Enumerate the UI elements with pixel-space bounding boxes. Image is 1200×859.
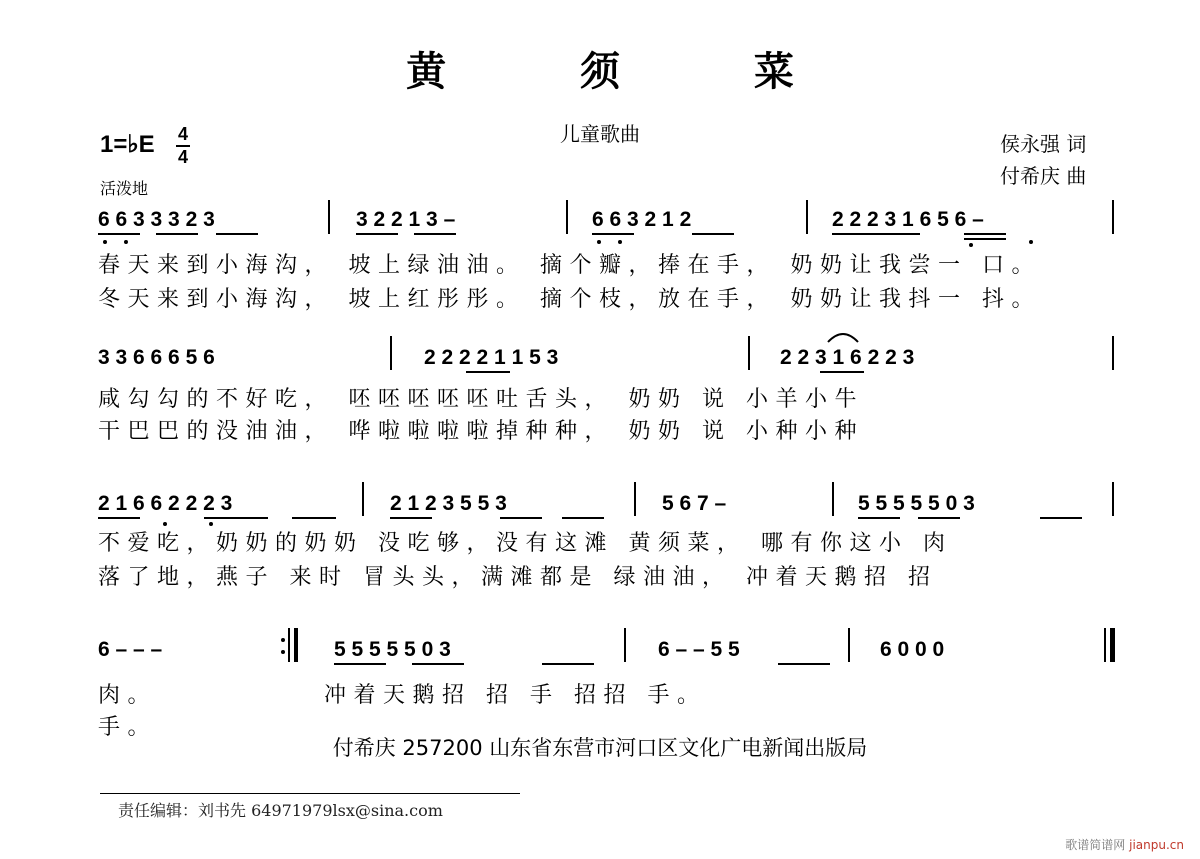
measure: 2 2 2 2 1 1 5 3 [424, 346, 559, 369]
beam [858, 517, 900, 519]
measure: 3 3 6 6 6 5 6 [98, 346, 215, 369]
measure: 2 1 2 3 5 5 3 [390, 492, 507, 515]
beam [216, 233, 258, 235]
lyric-verse-2: 手。 [98, 715, 158, 740]
barline [624, 628, 626, 662]
lyric-verse-2: 落了地，燕子 来时 冒头头，满滩都是 绿油油， 冲着天鹅招 招 [98, 565, 938, 590]
lyric-verse-1: 肉。 [98, 683, 158, 708]
measure: 6 – – – [98, 638, 163, 661]
repeat-dot [281, 650, 285, 654]
low-octave-dot [618, 240, 622, 244]
barline [634, 482, 636, 516]
slur-mark [826, 330, 860, 344]
publisher-line: 付希庆 257200 山东省东营市河口区文化广电新闻出版局 [332, 736, 868, 760]
beam [832, 233, 920, 235]
beam [592, 233, 634, 235]
beam [204, 517, 268, 519]
beam [820, 371, 864, 373]
lyric-verse-2: 干巴巴的没油油， 哗啦啦啦啦掉种种， 奶奶 说 小种小种 [98, 419, 864, 444]
barline [1112, 482, 1114, 516]
time-signature [176, 124, 190, 168]
beam [98, 517, 140, 519]
low-octave-dot [124, 240, 128, 244]
beam [542, 663, 594, 665]
measure: 2 2 2 3 1 6 5 6 – [832, 208, 984, 231]
lyric-verse-2: 冬天来到小海沟， 坡上红彤彤。 摘个枝，放在手， 奶奶让我抖一 抖。 [98, 287, 1041, 312]
beam [414, 233, 456, 235]
low-octave-dot [103, 240, 107, 244]
low-octave-dot [597, 240, 601, 244]
barline [566, 200, 568, 234]
low-octave-dot [969, 243, 973, 247]
beam [466, 371, 510, 373]
beam [412, 663, 464, 665]
barline [1112, 200, 1114, 234]
tempo-marking: 活泼地 [100, 179, 149, 198]
beam [156, 233, 198, 235]
barline [328, 200, 330, 234]
song-subtitle: 儿童歌曲 [560, 122, 640, 146]
lyric-verse-1-cont: 冲着天鹅招 招 手 招招 手。 [324, 683, 707, 708]
barline [362, 482, 364, 516]
barline [1112, 336, 1114, 370]
measure: 5 5 5 5 5 0 3 [858, 492, 975, 515]
beam [778, 663, 830, 665]
measure: 2 2 3 1 6 2 2 3 [780, 346, 915, 369]
repeat-barline [288, 628, 290, 662]
song-title: 黄 须 菜 [406, 49, 854, 95]
beam [918, 517, 960, 519]
measure: 3 2 2 1 3 – [356, 208, 456, 231]
barline [748, 336, 750, 370]
measure: 6 – – 5 5 [658, 638, 740, 661]
lyric-verse-1: 咸勾勾的不好吃， 呸呸呸呸呸吐舌头， 奶奶 说 小羊小牛 [98, 387, 864, 412]
repeat-dot [281, 638, 285, 642]
watermark [1065, 836, 1184, 853]
composer-credit: 付希庆 曲 [1000, 164, 1087, 188]
measure: 5 5 5 5 5 0 3 [334, 638, 451, 661]
beam [964, 233, 1006, 235]
watermark-text: 歌谱简谱网 [1065, 838, 1126, 852]
final-barline-thick [1110, 628, 1115, 662]
final-barline [1104, 628, 1106, 662]
barline [832, 482, 834, 516]
beam [964, 238, 1006, 240]
measure: 6 6 3 2 1 2 [592, 208, 692, 231]
editor-divider [100, 793, 520, 794]
lyric-verse-1: 春天来到小海沟， 坡上绿油油。 摘个瓣，捧在手， 奶奶让我尝一 口。 [98, 253, 1041, 278]
barline [848, 628, 850, 662]
measure: 6 6 3 3 3 2 3 [98, 208, 215, 231]
beam [562, 517, 604, 519]
beam [356, 233, 398, 235]
measure: 5 6 7 – [662, 492, 727, 515]
lyric-verse-1: 不爱吃，奶奶的奶奶 没吃够，没有这滩 黄须菜， 哪有你这小 肉 [98, 531, 953, 556]
beam [1040, 517, 1082, 519]
beam [390, 517, 432, 519]
measure: 2 1 6 6 2 2 2 3 [98, 492, 233, 515]
key-signature: 1=♭E [100, 131, 155, 158]
time-signature-bottom: 4 [177, 147, 188, 167]
beam [292, 517, 336, 519]
barline [806, 200, 808, 234]
repeat-barline-thick [294, 628, 298, 662]
beam [334, 663, 386, 665]
editor-credit: 责任编辑：刘书先 64971979lsx@sina.com [118, 801, 443, 820]
measure: 6 0 0 0 [880, 638, 945, 661]
lyricist-credit: 侯永强 词 [1000, 132, 1087, 156]
beam [692, 233, 734, 235]
beam [98, 233, 140, 235]
beam [500, 517, 542, 519]
watermark-url: jianpu.cn [1129, 838, 1184, 852]
low-octave-dot [1029, 240, 1033, 244]
time-signature-top: 4 [177, 124, 188, 144]
barline [390, 336, 392, 370]
